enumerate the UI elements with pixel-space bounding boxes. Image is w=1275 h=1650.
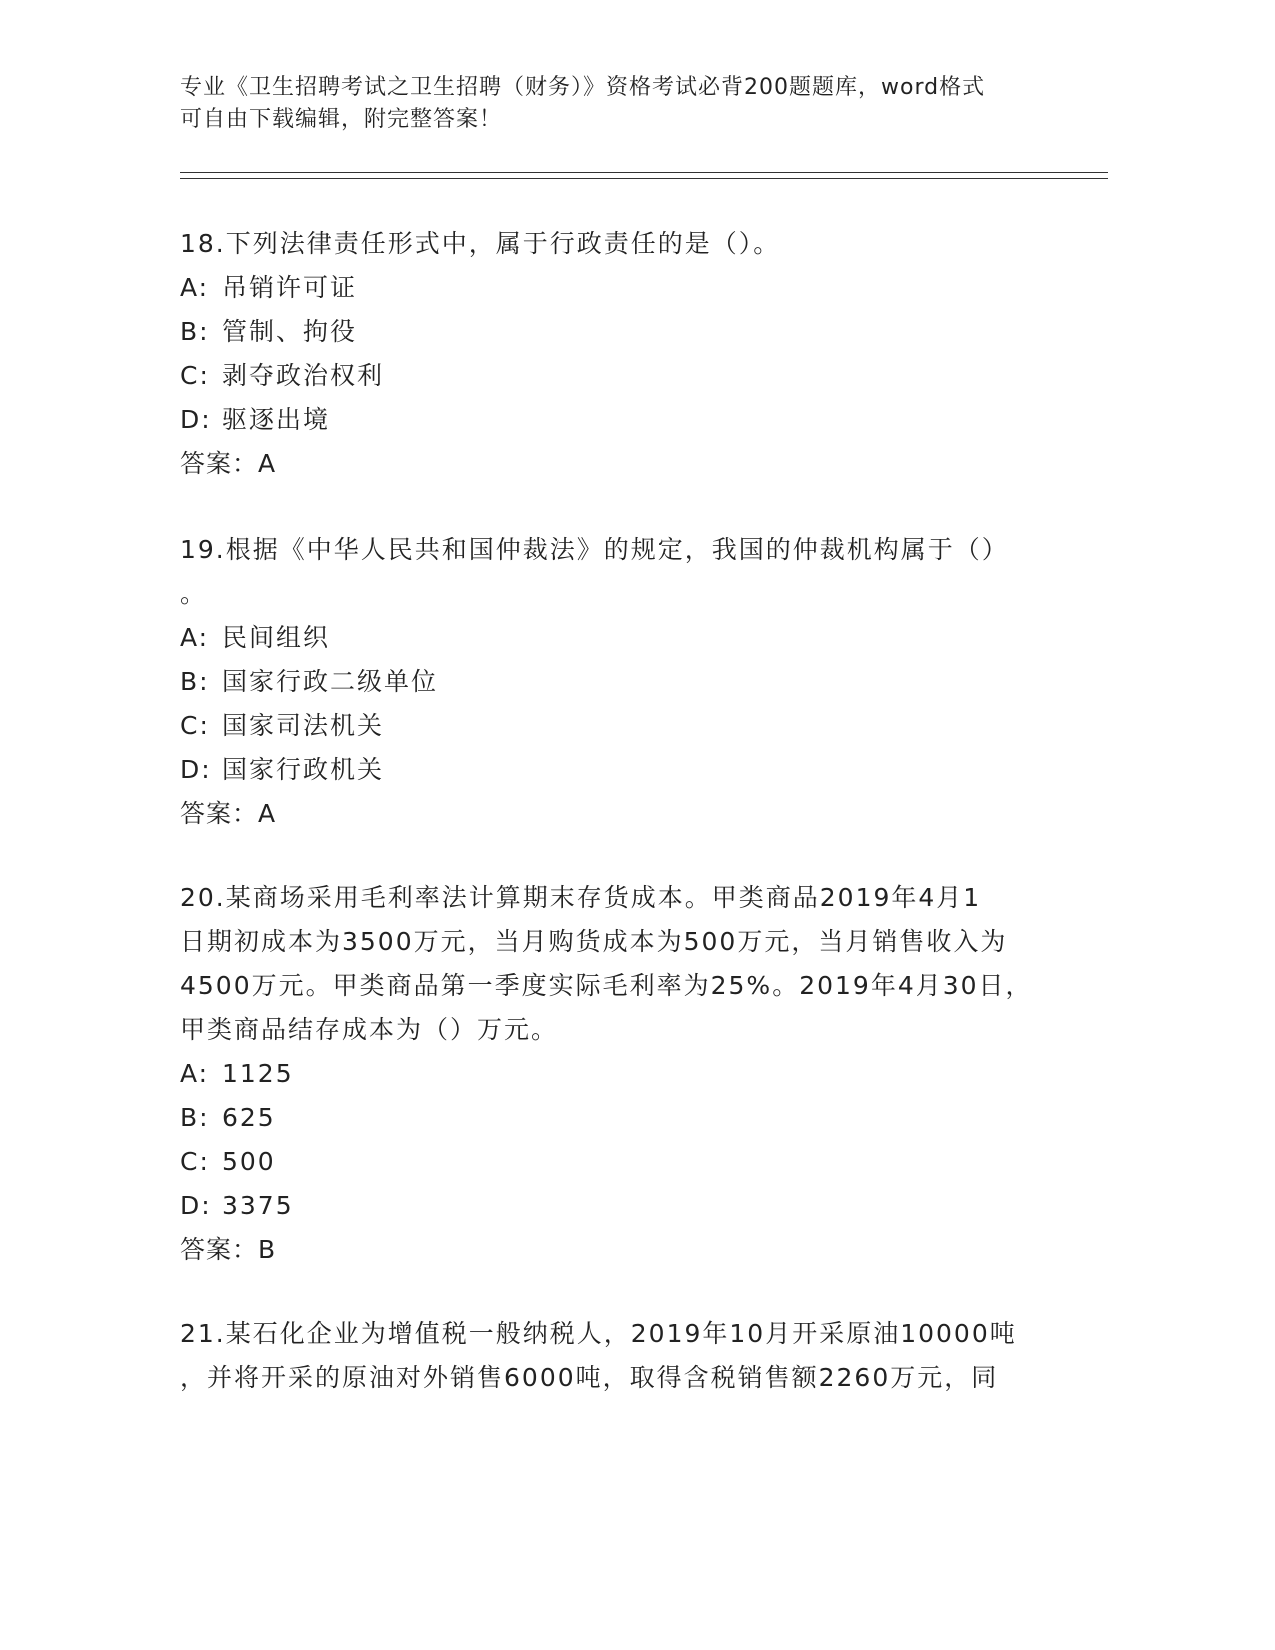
option-key: A:: [180, 1059, 210, 1088]
header-line-2: 可自由下载编辑，附完整答案！: [180, 107, 503, 132]
option-c: [180, 354, 1060, 398]
option-b: [180, 310, 1060, 354]
option-c: [180, 1140, 1060, 1184]
option-text: 1125: [222, 1059, 294, 1088]
header-line-1: 专业《卫生招聘考试之卫生招聘（财务）》资格考试必背200题题库，word格式: [180, 75, 986, 100]
question-text-cont: 。: [180, 579, 208, 608]
question-text: 20.某商场采用毛利率法计算期末存货成本。甲类商品2019年4月1: [180, 883, 982, 912]
option-text: 国家行政二级单位: [222, 667, 439, 696]
question-text: 21.某石化企业为增值税一般纳税人，2019年10月开采原油10000吨: [180, 1319, 1017, 1348]
option-key: C:: [180, 361, 210, 390]
option-text: 剥夺政治权利: [222, 361, 385, 390]
option-text: 民间组织: [222, 623, 331, 652]
document-header: [180, 72, 1060, 136]
option-key: D:: [180, 1191, 212, 1220]
option-d: [180, 1184, 1060, 1228]
question-text-cont: ，并将开采的原油对外销售6000吨，取得含税销售额2260万元，同: [180, 1363, 999, 1392]
option-key: C:: [180, 1147, 210, 1176]
option-text: 驱逐出境: [222, 405, 331, 434]
option-a: [180, 1052, 1060, 1096]
question-18: [180, 222, 1060, 486]
option-text: 吊销许可证: [222, 273, 358, 302]
option-key: B:: [180, 317, 210, 346]
option-key: C:: [180, 711, 210, 740]
header-divider-bottom: [180, 178, 1108, 179]
answer-line: 答案：A: [180, 799, 277, 828]
option-b: [180, 660, 1060, 704]
option-key: B:: [180, 1103, 210, 1132]
option-d: [180, 748, 1060, 792]
option-text: 国家司法机关: [222, 711, 385, 740]
question-20: [180, 876, 1060, 1272]
option-d: [180, 398, 1060, 442]
option-key: D:: [180, 405, 212, 434]
answer-line: 答案：B: [180, 1235, 277, 1264]
option-text: 3375: [222, 1191, 294, 1220]
header-divider-top: [180, 172, 1108, 173]
question-21: [180, 1312, 1060, 1400]
option-key: A:: [180, 273, 210, 302]
answer-line: 答案：A: [180, 449, 277, 478]
option-a: [180, 266, 1060, 310]
question-text-cont: 日期初成本为3500万元，当月购货成本为500万元，当月销售收入为: [180, 927, 1008, 956]
question-text: 19.根据《中华人民共和国仲裁法》的规定，我国的仲裁机构属于（）: [180, 535, 1009, 564]
question-19: [180, 528, 1060, 836]
option-b: [180, 1096, 1060, 1140]
option-text: 625: [222, 1103, 276, 1132]
question-text-cont: 甲类商品结存成本为（）万元。: [180, 1015, 559, 1044]
option-text: 管制、拘役: [222, 317, 358, 346]
option-a: [180, 616, 1060, 660]
option-key: A:: [180, 623, 210, 652]
question-text: 18.下列法律责任形式中，属于行政责任的是（）。: [180, 229, 781, 258]
option-c: [180, 704, 1060, 748]
option-key: D:: [180, 755, 212, 784]
option-text: 500: [222, 1147, 276, 1176]
option-text: 国家行政机关: [222, 755, 385, 784]
question-text-cont: 4500万元。甲类商品第一季度实际毛利率为25%。2019年4月30日，: [180, 971, 1033, 1000]
option-key: B:: [180, 667, 210, 696]
